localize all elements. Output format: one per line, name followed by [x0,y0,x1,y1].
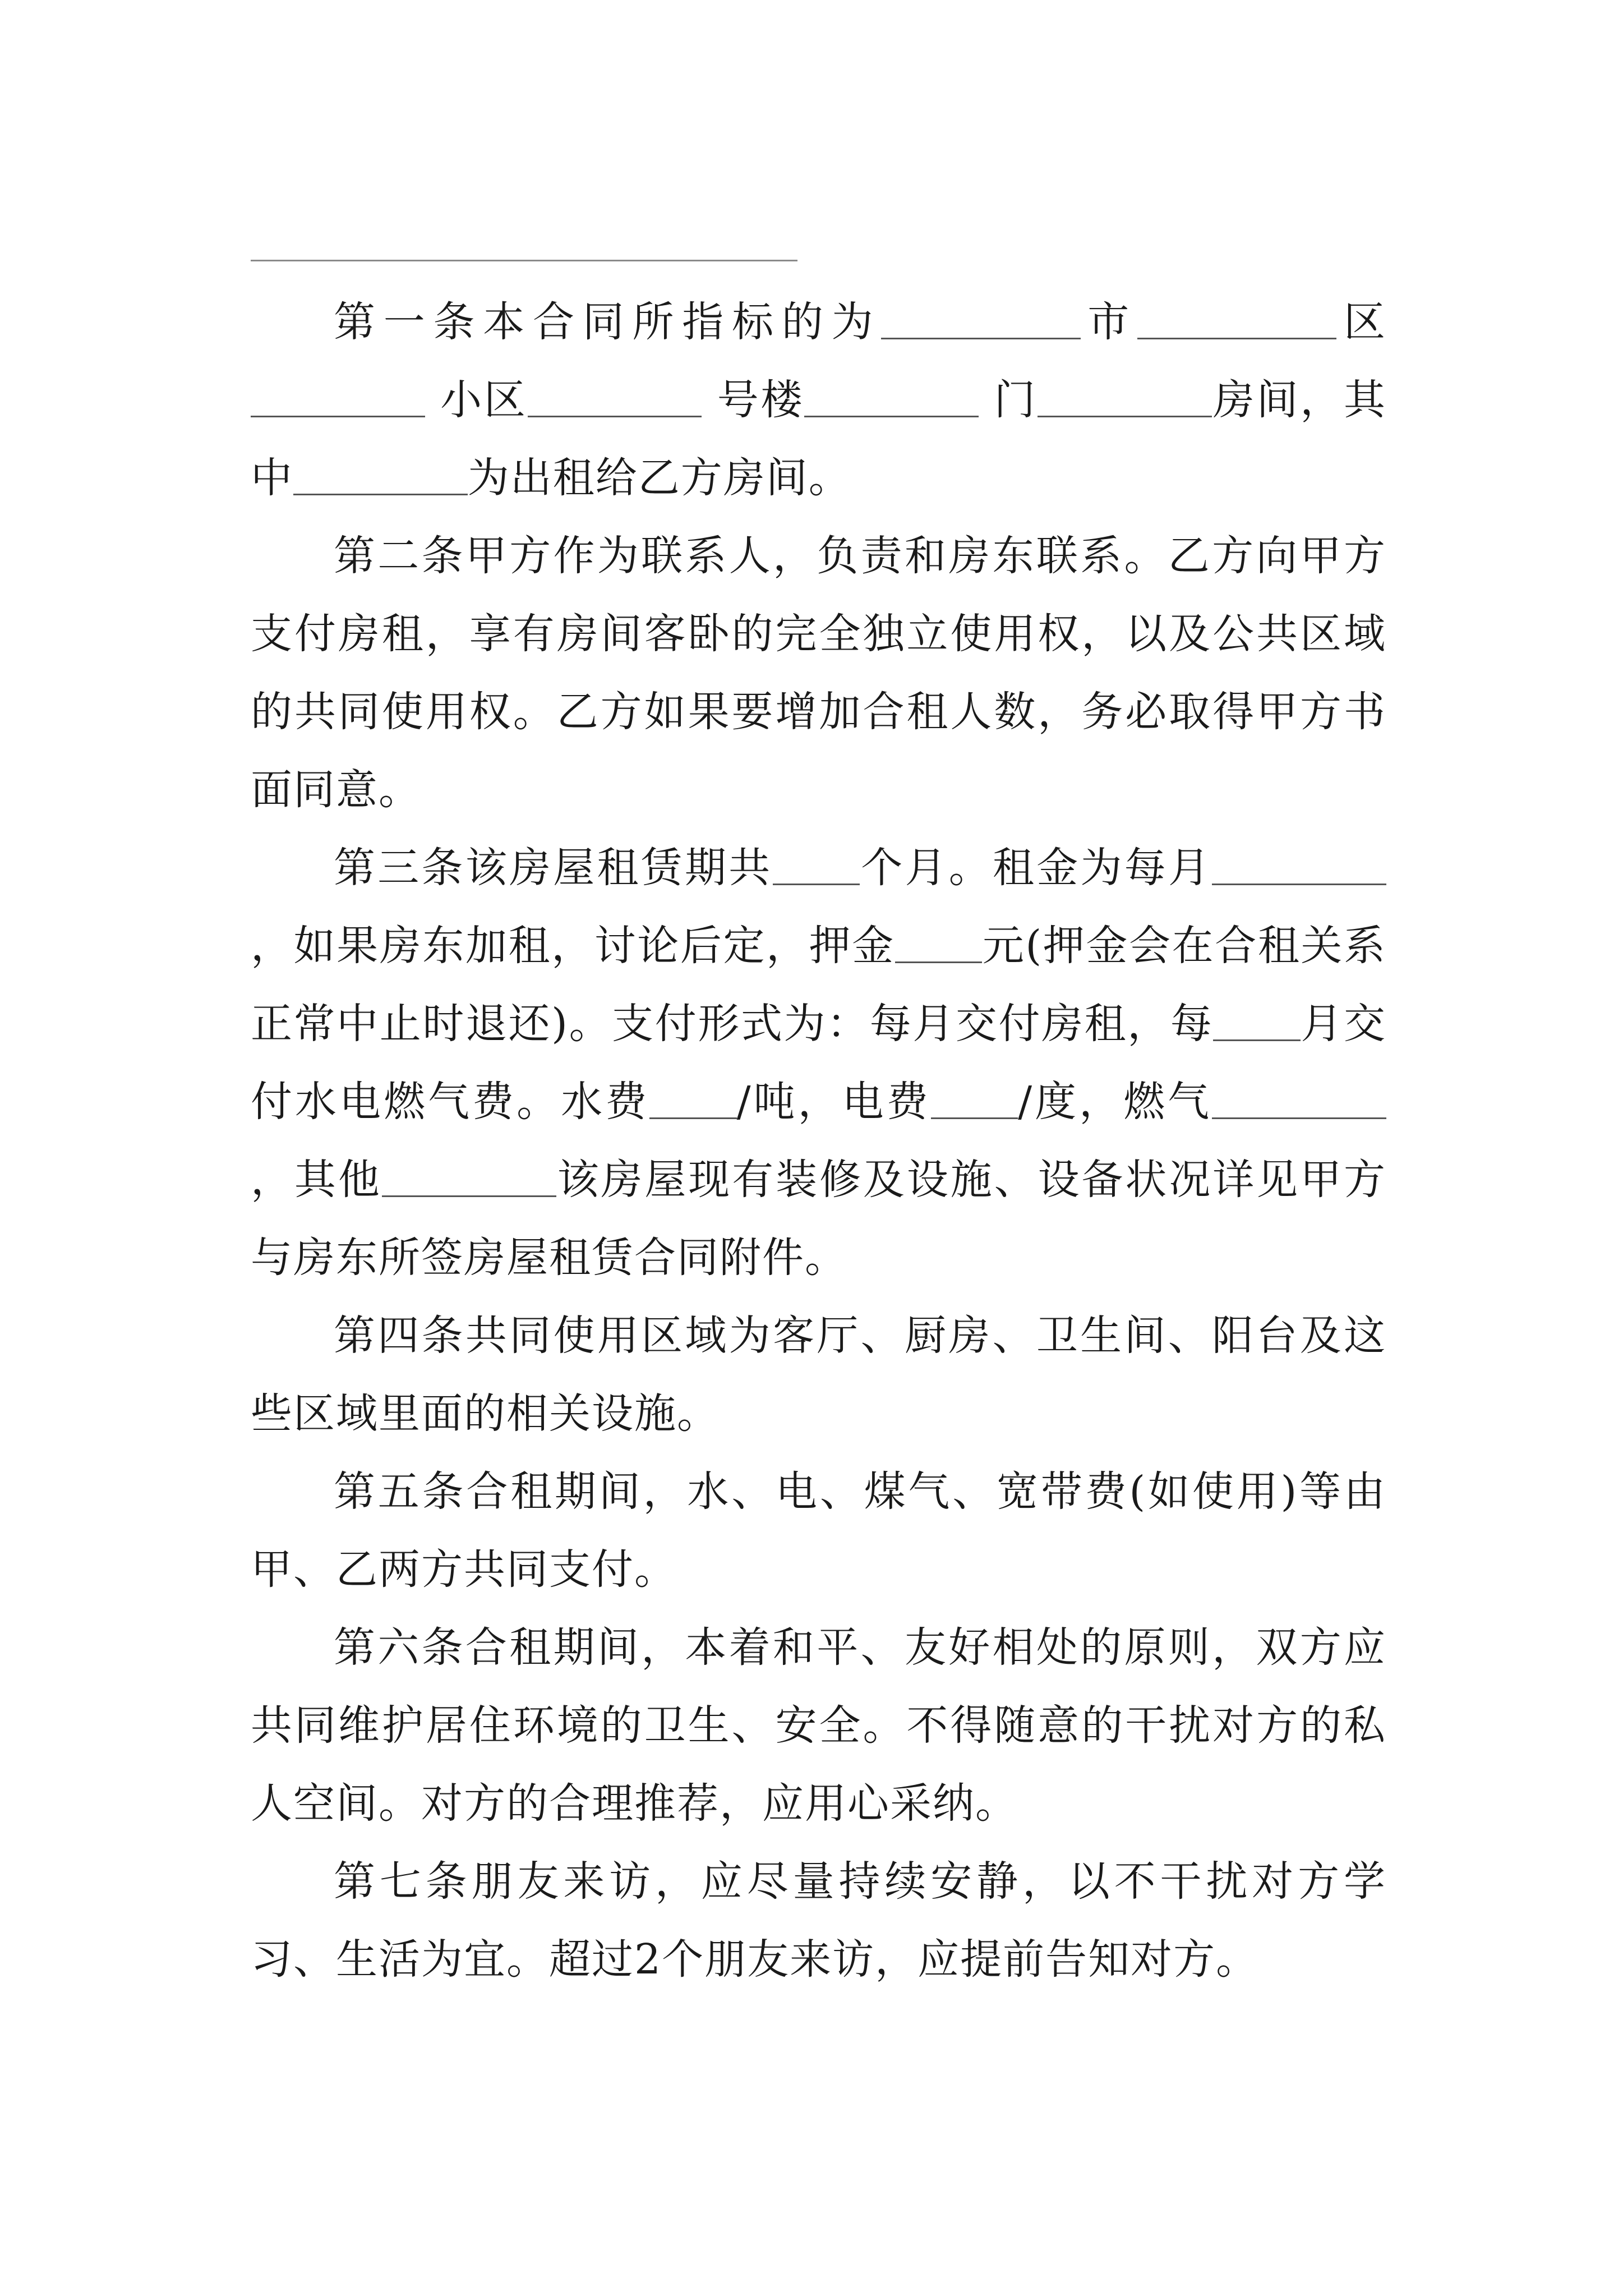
article-3-text: 月交付水电燃气费。水费 [251,1000,1387,1126]
article-3-text: /度，燃气 [1018,1078,1212,1126]
fill-blank-unit[interactable] [804,378,979,417]
article-2: 第二条甲方作为联系人，负责和房东联系。乙方向甲方支付房租，享有房间客卧的完全独立使用权，以及公共区域的共同使用权。乙方如果要增加合租人数，务必取得甲方书面同意。 [251,532,1386,814]
fill-blank-city[interactable] [881,300,1080,339]
fill-blank-monthly-rent[interactable] [1212,846,1386,885]
article-1-text: 第一条本合同所指标的为 [334,298,882,346]
fill-blank-community[interactable] [251,378,425,417]
fill-blank-rented-room[interactable] [293,456,468,495]
fill-blank-utility-months[interactable] [1213,1002,1300,1041]
fill-blank-room[interactable] [1038,378,1212,417]
fill-blank-other-fee[interactable] [382,1158,556,1197]
article-1-text: 市 [1080,298,1138,346]
article-3 [251,829,1386,1297]
article-5: 第五条合租期间，水、电、煤气、宽带费(如使用)等由甲、乙两方共同支付。 [251,1467,1386,1594]
fill-blank-water-fee[interactable] [649,1080,736,1119]
article-3-text: ，如果房东加租，讨论后定，押金 [251,922,895,970]
article-1-text: 门 [994,376,1038,424]
article-1-text: 小区 [440,376,528,424]
article-3-text: 第三条该房屋租赁期共 [334,844,773,892]
article-3-text: 该房屋现有装修及设施、设备状况详见甲方与房东所签房屋租赁合同附件。 [251,1156,1387,1282]
fill-blank-lease-months[interactable] [773,846,860,885]
contract-body [251,283,1386,1999]
fill-blank-deposit[interactable] [895,924,982,963]
fill-blank-electricity-fee[interactable] [931,1080,1018,1119]
article-1 [251,283,1386,517]
article-7: 第七条朋友来访，应尽量持续安静，以不干扰对方学习、生活为宜。超过2个朋友来访，应提前告知对方。 [251,1857,1386,1984]
article-3-text: /吨，电费 [736,1078,931,1126]
article-3-text: 个月。租金为每月 [859,844,1212,892]
article-1-text: 号楼 [717,376,805,424]
article-3-text: 元(押金会在合租关系正常中止时退还)。支付形式为：每月交付房租，每 [251,922,1386,1048]
fill-blank-building[interactable] [528,378,702,417]
fill-blank-district[interactable] [1137,300,1336,339]
header-rule [251,260,797,261]
fill-blank-gas-fee[interactable] [1212,1080,1386,1119]
article-1-text: 为出租给乙方房间。 [467,454,851,502]
article-3-text: ，其他 [251,1156,382,1204]
article-1-text: 区 [1336,298,1387,346]
article-1-text: 房间，其中 [251,376,1387,502]
article-6: 第六条合租期间，本着和平、友好相处的原则，双方应共同维护居住环境的卫生、安全。不得随意的干扰对方的私人空间。对方的合理推荐，应用心采纳。 [251,1623,1386,1828]
article-4: 第四条共同使用区域为客厅、厨房、卫生间、阳台及这些区域里面的相关设施。 [251,1312,1386,1438]
